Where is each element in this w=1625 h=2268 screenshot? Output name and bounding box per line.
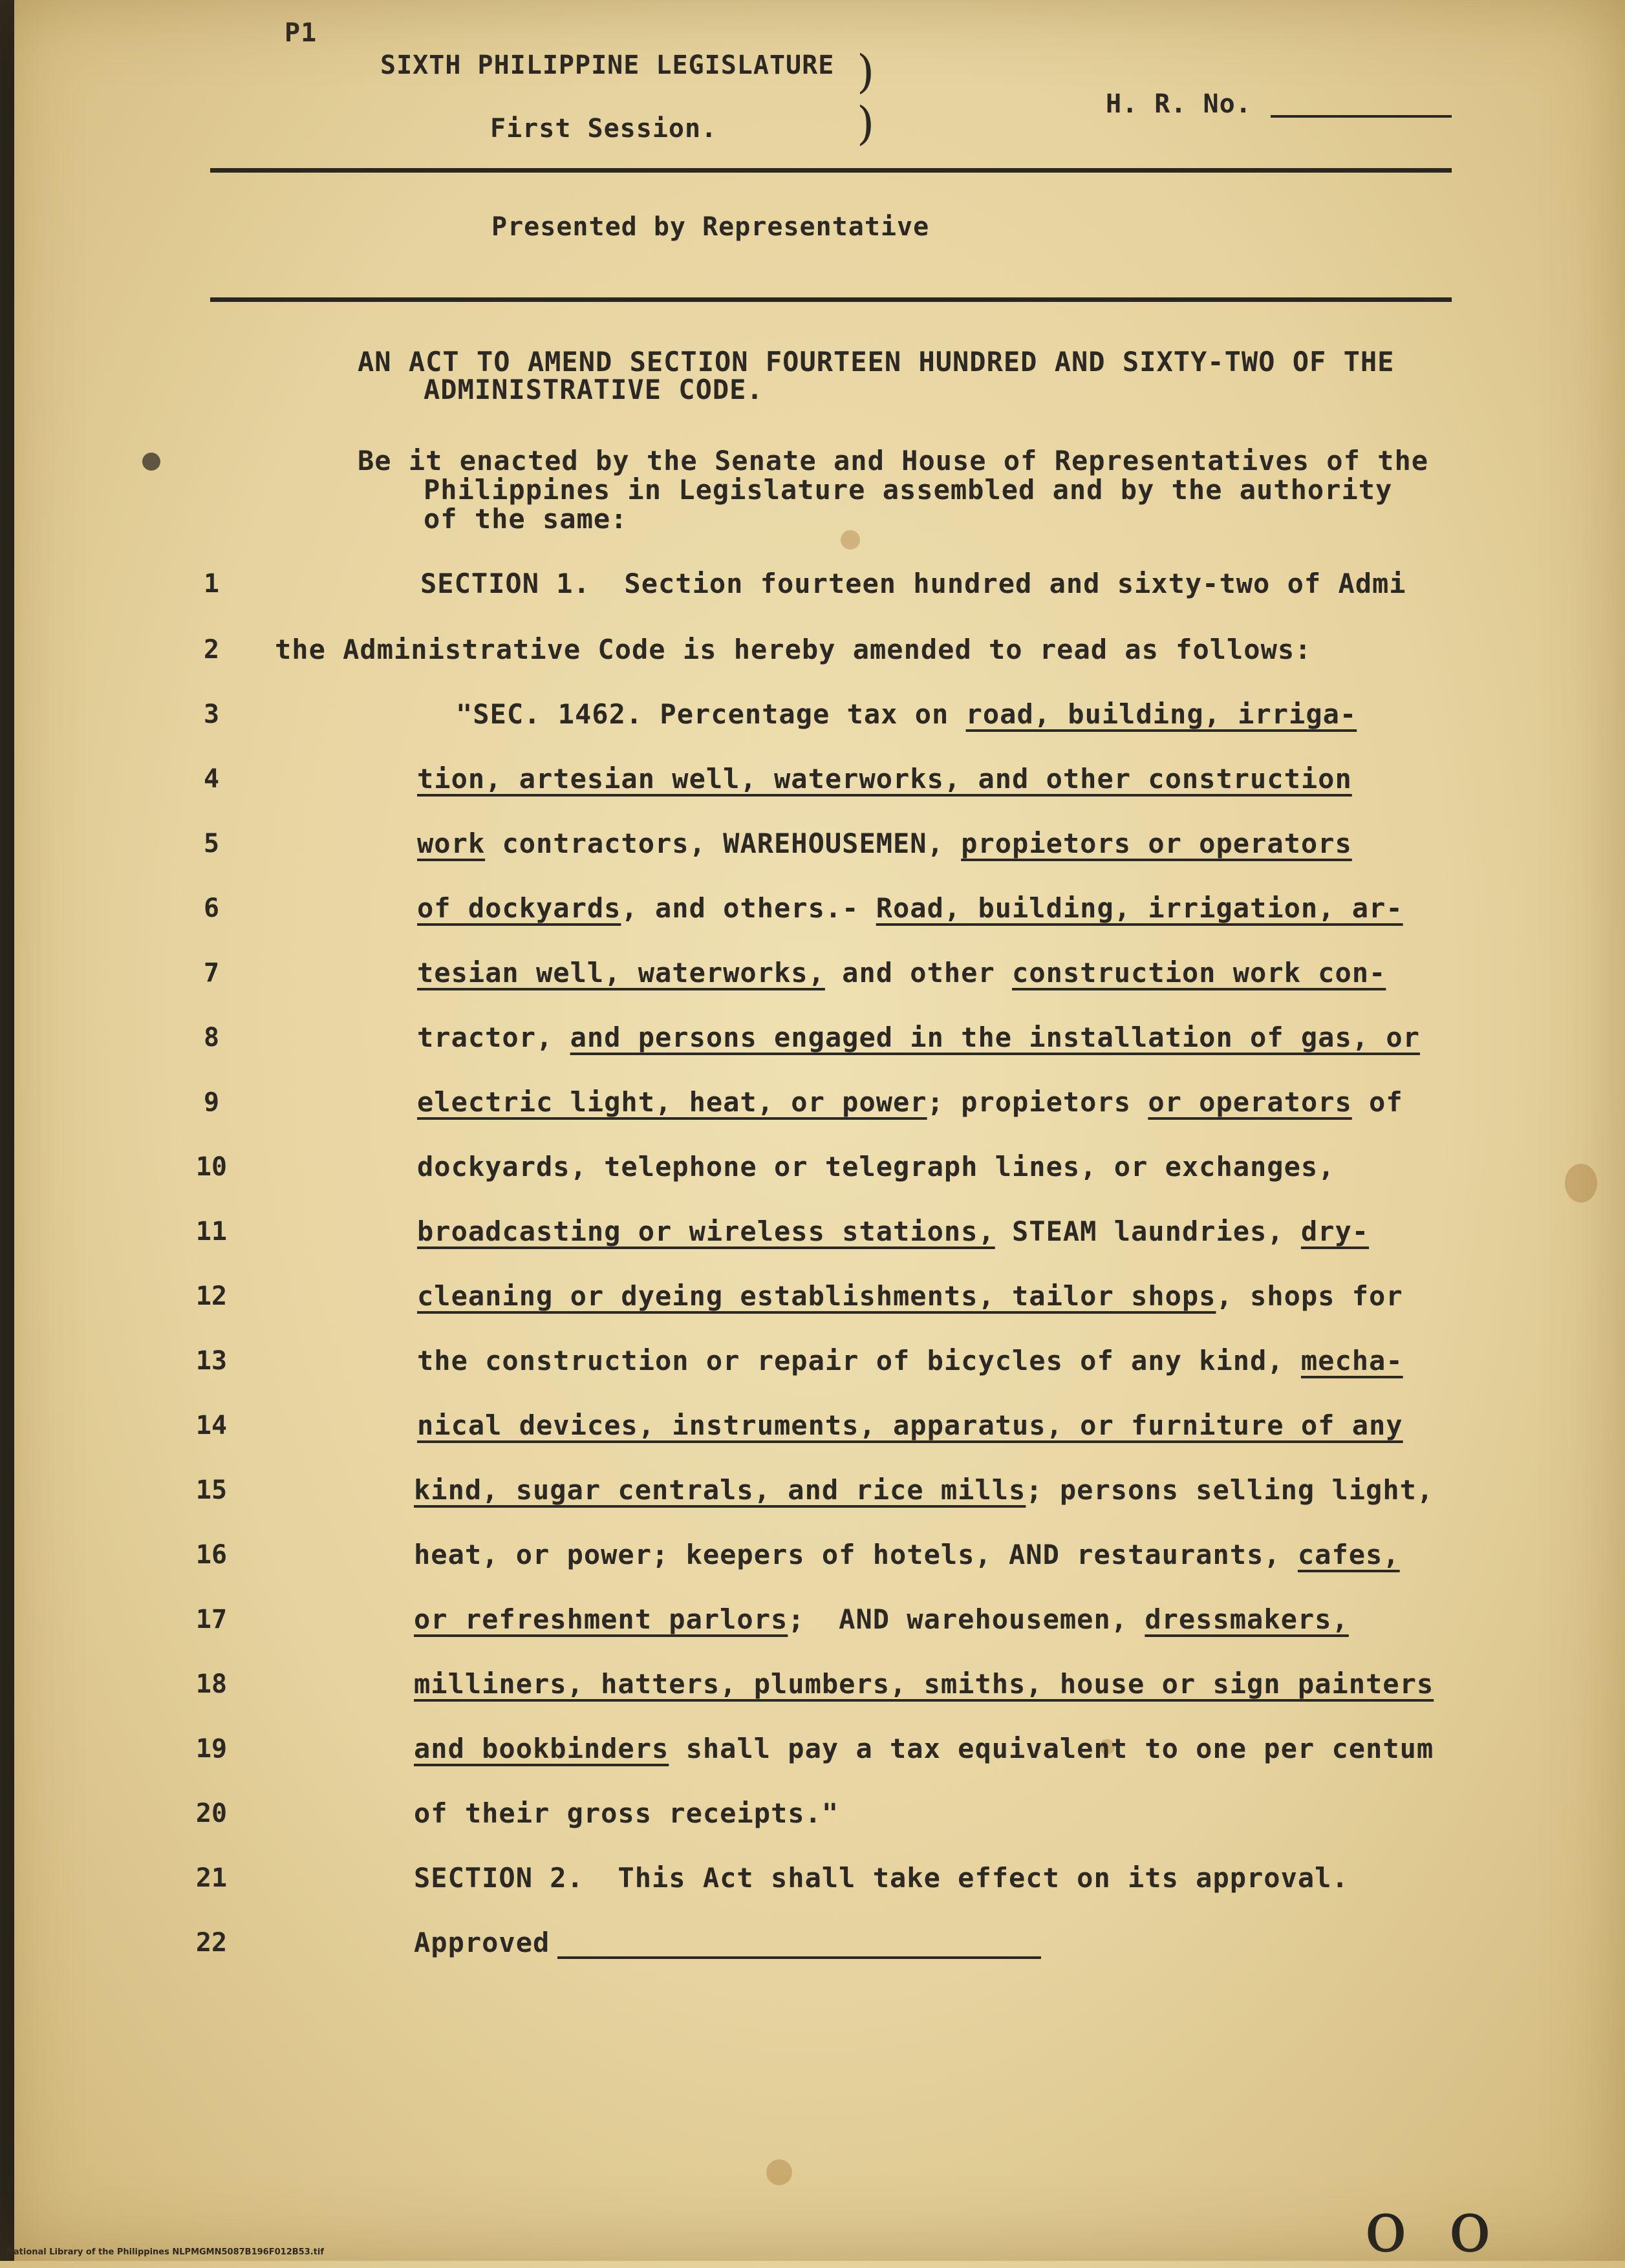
underlined-text: and persons engaged in the installation of gas, or	[570, 1022, 1420, 1053]
line-number: 12	[195, 1281, 228, 1311]
underlined-text: propietors or operators	[961, 828, 1352, 859]
paper-stain	[841, 530, 860, 550]
bill-line	[417, 1022, 1420, 1053]
bill-line	[420, 568, 1406, 599]
line-text: heat, or power; keepers of hotels, AND restaurants,	[414, 1539, 1298, 1570]
header-rule	[210, 168, 1452, 173]
line-number: 3	[203, 700, 220, 729]
line-number: 19	[195, 1734, 228, 1764]
line-text: "SEC. 1462. Percentage tax on	[456, 698, 966, 730]
line-number: 14	[195, 1411, 228, 1440]
line-number: 9	[203, 1087, 220, 1117]
handwritten-mark: o	[1448, 2185, 1492, 2268]
underlined-text: road, building, irriga-	[965, 698, 1357, 730]
underlined-text: electric light, heat, or power	[417, 1086, 927, 1118]
bill-line	[414, 1862, 1349, 1894]
line-text: ; persons selling light,	[1026, 1474, 1434, 1506]
brace-top: )	[857, 45, 875, 98]
line-text: shall pay a tax equivalent to one per centum	[669, 1733, 1434, 1764]
line-number: 11	[195, 1217, 228, 1246]
presented-by-label: Presented by Representative	[491, 212, 930, 242]
line-text: contractors, WAREHOUSEMEN,	[485, 828, 962, 859]
line-number: 4	[203, 764, 220, 794]
line-number: 7	[203, 958, 220, 988]
bill-line	[414, 1733, 1434, 1764]
bill-line	[417, 1151, 1335, 1182]
hr-number-blank	[1271, 115, 1452, 118]
line-number: 6	[203, 893, 220, 923]
line-text: ; AND warehousemen,	[788, 1603, 1145, 1635]
paper-stain	[142, 453, 160, 471]
bill-line	[414, 1539, 1400, 1570]
act-title-line: AN ACT TO AMEND SECTION FOURTEEN HUNDRED AND SIXTY-TWO OF THE	[358, 346, 1395, 378]
legislature-title: SIXTH PHILIPPINE LEGISLATURE	[380, 50, 835, 80]
line-text: of their gross receipts."	[414, 1797, 839, 1829]
header-rule	[210, 297, 1452, 302]
line-number: 15	[195, 1475, 228, 1505]
line-text: and other	[824, 957, 1013, 989]
act-title-line: ADMINISTRATIVE CODE.	[424, 374, 764, 405]
scan-left-edge	[0, 0, 14, 2261]
underlined-text: work	[417, 828, 486, 859]
line-text: ; propietors	[927, 1086, 1148, 1118]
line-text: SECTION 2. This Act shall take effect on its approval.	[414, 1862, 1349, 1894]
hr-number-label: H. R. No.	[1106, 89, 1252, 119]
line-number: 13	[195, 1346, 228, 1376]
bill-line	[414, 1797, 839, 1829]
session-label: First Session.	[490, 114, 718, 144]
bill-line	[417, 892, 1403, 924]
bill-line	[417, 1280, 1403, 1312]
bill-line	[417, 828, 1352, 859]
bill-line	[414, 1603, 1349, 1635]
line-number: 20	[195, 1799, 228, 1828]
line-number: 10	[195, 1152, 228, 1182]
paper-stain	[1565, 1164, 1597, 1203]
underlined-text: kind, sugar centrals, and rice mills	[414, 1474, 1026, 1506]
bill-line	[414, 1474, 1434, 1506]
line-text: Approved	[414, 1927, 550, 1958]
bill-line	[417, 1409, 1403, 1441]
underlined-text: broadcasting or wireless stations,	[417, 1215, 995, 1247]
enacting-clause-line: of the same:	[424, 503, 628, 535]
underlined-text: cleaning or dyeing establishments, tailor shops	[417, 1280, 1216, 1312]
underlined-text: Road, building, irrigation, ar-	[876, 892, 1403, 924]
bill-line	[414, 1927, 550, 1958]
underlined-text: tesian well, waterworks,	[417, 957, 825, 989]
underlined-text: nical devices, instruments, apparatus, or furniture of any	[417, 1409, 1403, 1441]
underlined-text: milliners, hatters, plumbers, smiths, house or sign painters	[414, 1668, 1434, 1700]
underlined-text: tion, artesian well, waterworks, and other construction	[417, 763, 1352, 795]
bill-line	[456, 698, 1357, 730]
scan-caption: National Library of the Philippines NLPMGMN5087B196F012B53.tif	[6, 2247, 325, 2257]
line-text: , shops for	[1216, 1280, 1403, 1312]
underlined-text: mecha-	[1300, 1345, 1403, 1376]
corner-mark: P1	[285, 18, 317, 48]
line-text: tractor,	[417, 1022, 570, 1053]
underlined-text: construction work con-	[1012, 957, 1386, 989]
enacting-clause-line: Philippines in Legislature assembled and by the authority	[424, 474, 1393, 506]
line-number: 8	[203, 1023, 220, 1053]
line-text: SECTION 1. Section fourteen hundred and sixty-two of Admi	[420, 568, 1406, 599]
bill-line	[417, 763, 1352, 795]
line-text: , and others.-	[621, 892, 876, 924]
line-text: the construction or repair of bicycles of any kind,	[417, 1345, 1301, 1376]
bill-line	[414, 1668, 1434, 1700]
line-text: the Administrative Code is hereby amended to read as follows:	[275, 634, 1312, 665]
line-number: 17	[195, 1605, 228, 1634]
approved-date-blank	[557, 1956, 1041, 1959]
paper-stain	[766, 2159, 792, 2185]
line-text: dockyards, telephone or telegraph lines, or exchanges,	[417, 1151, 1335, 1182]
handwritten-mark: o	[1364, 2185, 1408, 2268]
bill-line	[417, 1345, 1403, 1376]
underlined-text: or operators	[1148, 1086, 1352, 1118]
bill-line	[417, 1086, 1403, 1118]
line-number: 2	[203, 635, 220, 665]
bill-line	[417, 1215, 1369, 1247]
underlined-text: or refreshment parlors	[414, 1603, 788, 1635]
underlined-text: dressmakers,	[1145, 1603, 1349, 1635]
line-text: of	[1351, 1086, 1403, 1118]
line-number: 16	[195, 1540, 228, 1570]
line-number: 18	[195, 1669, 228, 1699]
line-number: 22	[195, 1928, 228, 1958]
line-number: 21	[195, 1863, 228, 1893]
brace-bottom: )	[857, 97, 875, 150]
line-text: STEAM laundries,	[995, 1215, 1301, 1247]
enacting-clause-line: Be it enacted by the Senate and House of Representatives of the	[358, 445, 1429, 476]
underlined-text: and bookbinders	[414, 1733, 669, 1764]
underlined-text: dry-	[1300, 1215, 1370, 1247]
underlined-text: of dockyards	[417, 892, 621, 924]
bill-line	[275, 634, 1311, 665]
bill-line	[417, 957, 1386, 989]
line-number: 1	[203, 569, 220, 599]
line-number: 5	[203, 829, 220, 859]
underlined-text: cafes,	[1297, 1539, 1400, 1570]
